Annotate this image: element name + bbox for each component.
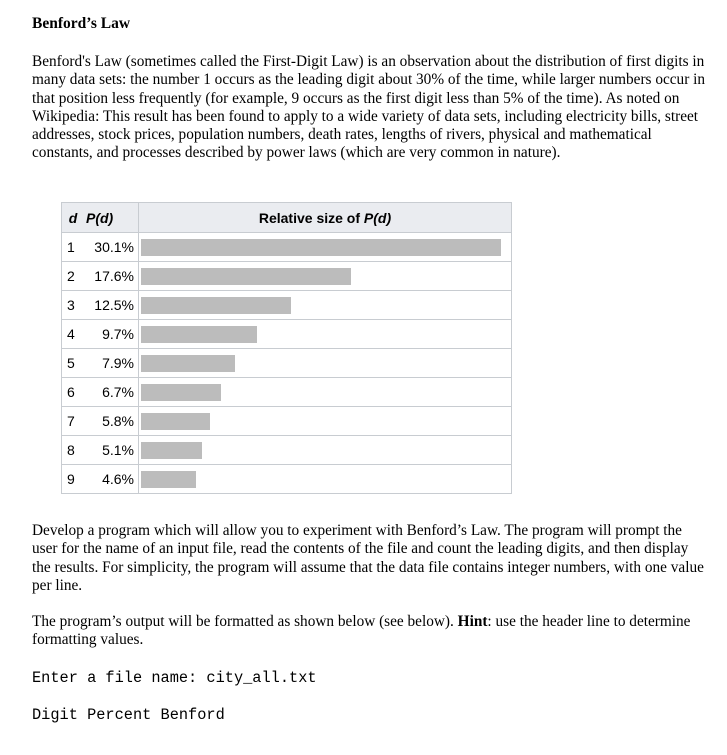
percent-cell: 4.6% xyxy=(80,465,139,494)
bar-cell xyxy=(139,262,512,291)
relative-size-bar xyxy=(141,384,221,401)
intro-paragraph: Benford's Law (sometimes called the First-Digit Law) is an observation about the distribution of first digits in many data sets: the number 1 occurs as the leading digit about 30% of the time, while larger numbers occur in that position less frequently (for example, 9 occurs as the first digit less than 5% of the time). As noted on Wikipedia: This result has been found to apply to a wide variety of data sets, including electricity bills, street addresses, stock prices, population numbers, death rates, lengths of rivers, physical and mathematical constants, and processes described by power laws (which are very common in nature). xyxy=(32,53,706,162)
table-row xyxy=(62,233,512,262)
digit-cell: 9 xyxy=(62,465,81,494)
hint-paragraph xyxy=(32,613,708,650)
table-header-row xyxy=(62,203,512,233)
table-row xyxy=(62,349,512,378)
table-row xyxy=(62,465,512,494)
relative-size-bar xyxy=(141,442,202,459)
digit-cell: 3 xyxy=(62,291,81,320)
digit-cell: 5 xyxy=(62,349,81,378)
header-relative-size xyxy=(139,203,512,233)
benford-table xyxy=(61,202,512,494)
relative-size-bar xyxy=(141,355,235,372)
table-body xyxy=(62,233,512,494)
digit-cell: 2 xyxy=(62,262,81,291)
header-relative-prefix: Relative size of xyxy=(258,209,364,226)
hint-label: Hint xyxy=(457,613,488,630)
table-row xyxy=(62,436,512,465)
bar-cell xyxy=(139,378,512,407)
digit-cell: 4 xyxy=(62,320,81,349)
hint-text-after: : use the header line to determine formatting values. xyxy=(32,613,691,649)
relative-size-bar xyxy=(141,297,291,314)
sample-header-line: Digit Percent Benford xyxy=(32,706,225,724)
relative-size-bar xyxy=(141,268,351,285)
header-probability: P(d) xyxy=(80,203,139,233)
relative-size-bar xyxy=(141,326,257,343)
percent-cell: 17.6% xyxy=(80,262,139,291)
digit-cell: 7 xyxy=(62,407,81,436)
percent-cell: 9.7% xyxy=(80,320,139,349)
digit-cell: 8 xyxy=(62,436,81,465)
bar-cell xyxy=(139,320,512,349)
digit-cell: 6 xyxy=(62,378,81,407)
table-row xyxy=(62,407,512,436)
bar-cell xyxy=(139,233,512,262)
relative-size-bar xyxy=(141,471,196,488)
percent-cell: 7.9% xyxy=(80,349,139,378)
percent-cell: 30.1% xyxy=(80,233,139,262)
bar-cell xyxy=(139,291,512,320)
percent-cell: 6.7% xyxy=(80,378,139,407)
bar-cell xyxy=(139,407,512,436)
header-relative-term: P(d) xyxy=(363,209,392,226)
table-row xyxy=(62,320,512,349)
digit-cell: 1 xyxy=(62,233,81,262)
percent-cell: 5.8% xyxy=(80,407,139,436)
bar-cell xyxy=(139,465,512,494)
percent-cell: 12.5% xyxy=(80,291,139,320)
table-row xyxy=(62,262,512,291)
table-row xyxy=(62,291,512,320)
relative-size-bar xyxy=(141,239,501,256)
hint-text-before: The program’s output will be formatted as shown below (see below). xyxy=(32,613,458,630)
task-paragraph: Develop a program which will allow you to experiment with Benford’s Law. The program will prompt the user for the name of an input file, read the contents of the file and count the leading digits, and then display the results. For simplicity, the program will assume that the data file contains integer numbers, with one value per line. xyxy=(32,522,704,594)
bar-cell xyxy=(139,436,512,465)
percent-cell: 5.1% xyxy=(80,436,139,465)
sample-prompt-line: Enter a file name: city_all.txt xyxy=(32,669,317,687)
header-digit: d xyxy=(62,203,81,233)
relative-size-bar xyxy=(141,413,210,430)
page-title: Benford’s Law xyxy=(32,15,131,32)
table-row xyxy=(62,378,512,407)
bar-cell xyxy=(139,349,512,378)
